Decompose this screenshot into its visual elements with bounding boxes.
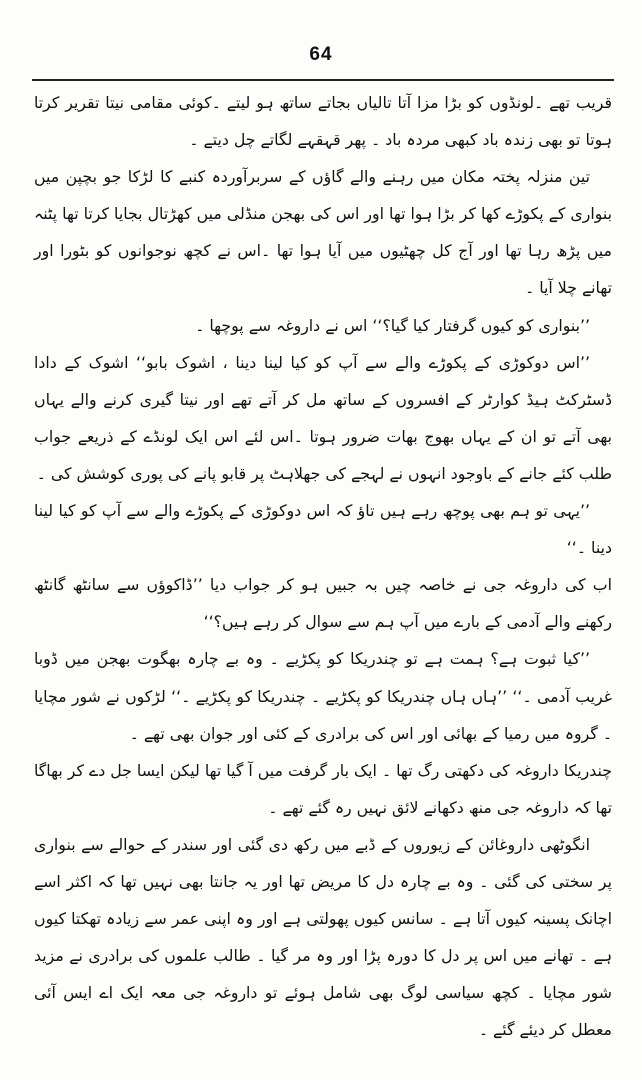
paragraph: اب کی داروغہ جی نے خاصہ چیں بہ جبیں ہو کر جواب دیا ’’ڈاکوؤں سے سانٹھ گانٹھ رکھنے والے آدمی کے بارے میں آپ ہم سے سوال کر رہے ہیں؟‘‘ (34, 575, 612, 632)
paragraph: ’’یہی تو ہم بھی پوچھ رہے ہیں تاؤ کہ اس دوکوڑی کے پکوڑے والے سے آپ کو کیا لینا دینا ۔‘‘ (34, 501, 612, 558)
page-body (34, 84, 612, 1048)
paragraph: ’’بنواری کو کیوں گرفتار کیا گیا؟‘‘ اس نے داروغہ سے پوچھا ۔ (195, 315, 590, 335)
header-rule (32, 79, 614, 81)
paragraph: انگوٹھی داروغائن کے زیوروں کے ڈبے میں رکھ دی گئی اور سندر کے حوالے سے بنواری پر سختی کی گئی ۔ وہ بے چارہ دل کا مریض تھا اور یہ جانتا بھی نہیں تھا کہ اکثر اسے اچانک پسینہ کیوں آتا ہے ۔ سانس کیوں پھولتی ہے اور وہ اپنی عمر سے زیادہ تھکتا کیوں ہے ۔ تھانے میں اس پر دل کا دورہ پڑا اور وہ مر گیا ۔ طالب علموں کی برادری نے مزید شور مچایا ۔ کچھ سیاسی لوگ بھی شامل ہوئے تو داروغہ جی معہ ایک اے ایس آئی معطل کر دیئے گئے ۔ (34, 834, 612, 1040)
paragraph: تین منزلہ پختہ مکان میں رہنے والے گاؤں کے سربرآوردہ کنبے کا لڑکا جو بچپن میں بنواری کے پکوڑے کھا کر بڑا ہوا تھا اور اس کی بھجن منڈلی میں کھڑتال بجایا کرتا تھا پٹنہ میں پڑھ رہا تھا اور آج کل چھٹیوں میں آیا ہوا تھا ۔اس نے کچھ نوجوانوں کو بٹورا اور تھانے چلا آیا ۔ (34, 167, 612, 298)
page-number: 64 (309, 44, 333, 65)
paragraph: ’’اس دوکوڑی کے پکوڑے والے سے آپ کو کیا لینا دینا ، اشوک بابو‘‘ اشوک کے دادا ڈسٹرکٹ ہیڈ کوارٹر کے افسروں کے ساتھ مل کر آتے تھے اور نیتا گیری کرنے والے یہاں بھی آتے تو ان کے یہاں بھوج بھات ضرور ہوتا ۔اس لئے اس ایک لونڈے کے ذریعے جواب طلب کئے جانے کے باوجود انہوں نے لہجے کی جھلاہٹ پر قابو پانے کی پوری کوشش کی ۔ (34, 352, 612, 483)
paragraph: قریب تھے ۔لونڈوں کو بڑا مزا آتا تالیاں بجاتے ساتھ ہو لیتے ۔کوئی مقامی نیتا تقریر کرتا ہوتا تو بھی زندہ باد کبھی مردہ باد ۔ پھر قہقہے لگاتے چل دیتے ۔ (34, 93, 612, 150)
paragraph: چندریکا داروغہ کی دکھتی رگ تھا ۔ ایک بار گرفت میں آ گیا تھا لیکن ایسا جل دے کر بھاگا تھا کہ داروغہ جی منھ دکھانے لائق نہیں رہ گئے تھے ۔ (34, 760, 612, 817)
paragraph: ’’کیا ثبوت ہے؟ ہمت ہے تو چندریکا کو پکڑیے ۔ وہ بے چارہ بھگوت بھجن میں ڈوبا غریب آدمی ۔‘‘ ’’ہاں ہاں چندریکا کو پکڑیے ۔ چندریکا کو پکڑیے ۔‘‘ لڑکوں نے شور مچایا ۔ گروہ میں رمیا کے بھائی اور اس کی برادری کے کئی اور جوان بھی تھے ۔ (34, 649, 612, 743)
